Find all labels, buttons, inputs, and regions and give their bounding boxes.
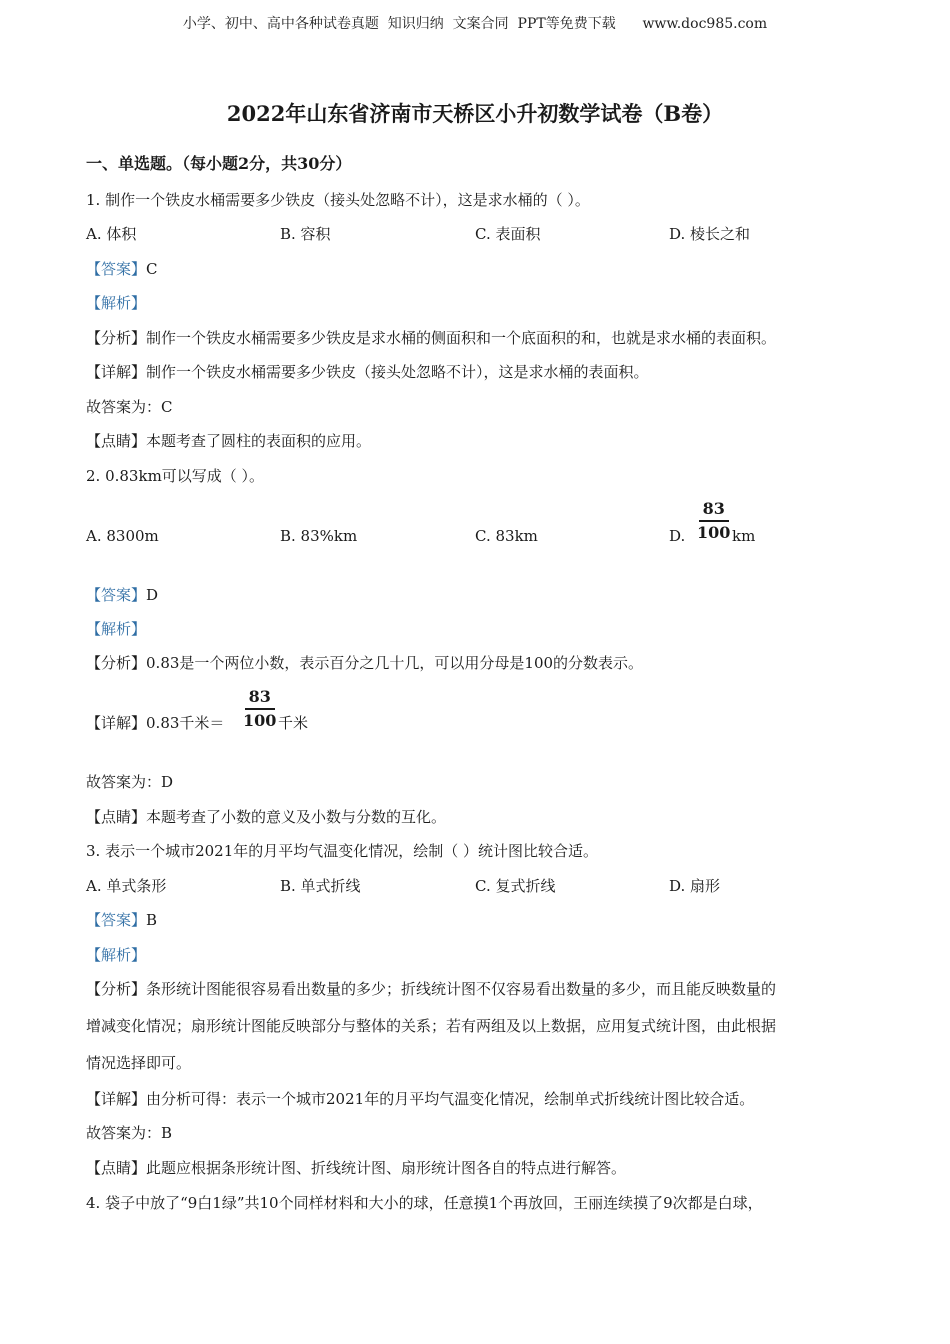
q3-fenxi-text-2: 增减变化情况；扇形统计图能反映部分与整体的关系；若有两组及以上数据，应用复式统计图，由此根据	[86, 1017, 777, 1035]
q2-option-d-fraction	[697, 500, 730, 542]
q3-stem: 3. 表示一个城市2021年的月平均气温变化情况，绘制（ ）统计图比较合适。	[86, 842, 599, 860]
q3-option-b: B. 单式折线	[280, 877, 361, 895]
q3-dianjing	[86, 1158, 626, 1178]
analysis-tag: 【解析】	[86, 620, 147, 638]
q2-fenxi-text: 0.83是一个两位小数，表示百分之几十几，可以用分母是100的分数表示。	[146, 654, 644, 672]
q1-option-d: D. 棱长之和	[669, 225, 751, 243]
q2-dianjing-text: 本题考查了小数的意义及小数与分数的互化。	[146, 808, 447, 826]
xiangjie-tag: 【详解】	[86, 1090, 147, 1108]
q2-stem: 2. 0.83km可以写成（ ）。	[86, 467, 265, 485]
q3-analysis	[86, 945, 146, 965]
q2-answer-value: D	[146, 586, 159, 604]
q4-stem: 4. 袋子中放了“9白1绿”共10个同样材料和大小的球，任意摸1个再放回，王丽连续摸了9次都是白球，	[86, 1194, 763, 1212]
q3-fenxi-text-3: 情况选择即可。	[86, 1054, 192, 1072]
analysis-tag: 【解析】	[86, 946, 147, 964]
q3-option-d: D. 扇形	[669, 877, 721, 895]
q2-dianjing	[86, 807, 446, 827]
section-heading: 一、单选题。（每小题2分，共30分）	[86, 154, 352, 173]
q3-fenxi-text-1: 条形统计图能很容易看出数量的多少；折线统计图不仅容易看出数量的多少，而且能反映数量的	[146, 980, 777, 998]
q3-answer	[86, 910, 157, 930]
q3-option-c: C. 复式折线	[475, 877, 556, 895]
q3-xiangjie	[86, 1089, 754, 1109]
q1-option-b: B. 容积	[280, 225, 331, 243]
q1-stem: 1. 制作一个铁皮水桶需要多少铁皮（接头处忽略不计），这是求水桶的（ ）。	[86, 191, 590, 209]
q1-xiangjie	[86, 362, 649, 382]
q3-answer-value: B	[146, 911, 158, 929]
page-header: 小学、初中、高中各种试卷真题 知识归纳 文案合同 PPT等免费下载 www.doc985.com	[182, 16, 768, 32]
q1-option-a: A. 体积	[86, 225, 137, 243]
q1-final-answer: 故答案为：C	[86, 398, 173, 416]
fenxi-tag: 【分析】	[86, 329, 147, 347]
q2-xiangjie-text: 0.83千米＝	[146, 714, 225, 732]
dianjing-tag: 【点睛】	[86, 808, 147, 826]
q2-xiangjie-fraction	[243, 688, 276, 730]
q2-xiangjie-unit: 千米	[278, 714, 309, 732]
q3-option-a: A. 单式条形	[86, 877, 167, 895]
analysis-tag: 【解析】	[86, 294, 147, 312]
q2-final-answer: 故答案为：D	[86, 773, 174, 791]
q3-xiangjie-text: 由分析可得：表示一个城市2021年的月平均气温变化情况，绘制单式折线统计图比较合适。	[146, 1090, 755, 1108]
answer-tag: 【答案】	[86, 586, 147, 604]
q1-option-c: C. 表面积	[475, 225, 541, 243]
q1-dianjing-text: 本题考查了圆柱的表面积的应用。	[146, 432, 372, 450]
q3-fenxi	[86, 979, 776, 999]
fraction-numerator: 83	[702, 499, 725, 518]
fraction-denominator: 100	[697, 523, 731, 542]
q3-final-answer: 故答案为：B	[86, 1124, 173, 1142]
dianjing-tag: 【点睛】	[86, 432, 147, 450]
q1-fenxi-text: 制作一个铁皮水桶需要多少铁皮是求水桶的侧面积和一个底面积的和，也就是求水桶的表面积。	[146, 329, 777, 347]
fraction-denominator: 100	[243, 711, 277, 730]
q1-answer-value: C	[146, 260, 158, 278]
xiangjie-tag: 【详解】	[86, 363, 147, 381]
q3-dianjing-text: 此题应根据条形统计图、折线统计图、扇形统计图各自的特点进行解答。	[146, 1159, 627, 1177]
xiangjie-tag: 【详解】	[86, 714, 147, 732]
q2-xiangjie	[86, 713, 224, 733]
q2-option-d-unit: km	[732, 527, 756, 545]
q1-answer	[86, 259, 158, 279]
fraction-bar	[699, 520, 729, 522]
answer-tag: 【答案】	[86, 260, 147, 278]
q2-answer	[86, 585, 158, 605]
fraction-numerator: 83	[248, 687, 271, 706]
q2-option-c: C. 83km	[475, 527, 538, 545]
q1-analysis	[86, 293, 146, 313]
q2-option-a: A. 8300m	[86, 527, 159, 545]
q2-option-b: B. 83%km	[280, 527, 358, 545]
q1-dianjing	[86, 431, 371, 451]
q2-analysis	[86, 619, 146, 639]
answer-tag: 【答案】	[86, 911, 147, 929]
q1-xiangjie-text: 制作一个铁皮水桶需要多少铁皮（接头处忽略不计），这是求水桶的表面积。	[146, 363, 649, 381]
fraction-bar	[245, 708, 275, 710]
document-title: 2022年山东省济南市天桥区小升初数学试卷（B卷）	[226, 101, 724, 126]
fenxi-tag: 【分析】	[86, 654, 147, 672]
dianjing-tag: 【点睛】	[86, 1159, 147, 1177]
fenxi-tag: 【分析】	[86, 980, 147, 998]
q1-fenxi	[86, 328, 776, 348]
q2-fenxi	[86, 653, 643, 673]
q2-option-d: D.	[669, 527, 686, 545]
